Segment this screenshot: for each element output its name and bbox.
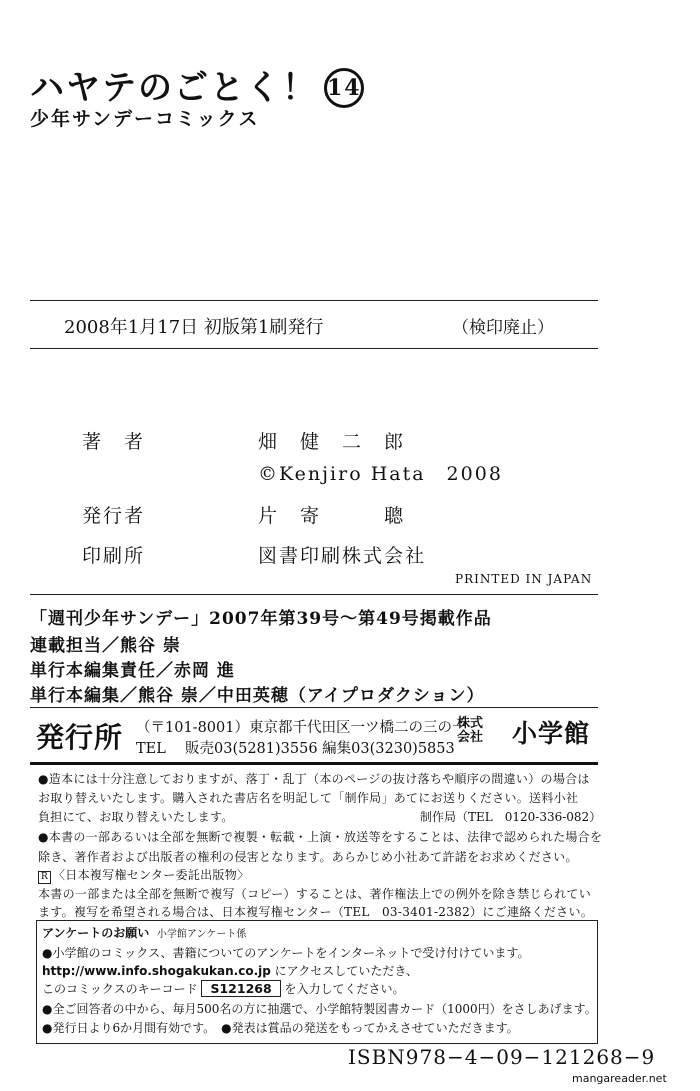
author-name: 畑 健 二 郎 [258,431,406,453]
copyright-center-note: 〈日本複写権センター委託出版物〉 [53,868,250,882]
publisher-label: 発行者 [82,505,146,527]
title-text: ハヤテのごとく！ [30,68,318,108]
address-text: 〒101-8001）東京都千代田区一ツ橋二の三の一 [150,720,467,736]
credit-line: 単行本編集／熊谷 崇／中田英穂（アイプロダクション） [30,686,485,706]
notice-line: ます。複写を希望される場合は、日本複写権センター（TEL 03-3401-2382）にご連絡ください。 [38,905,594,919]
notice-line: 本書の一部または全部を無断で複写（コピー）することは、著作権法上での例外を除き禁じられてい [38,887,592,901]
corporation-mark [452,717,488,745]
divider-notices [30,762,598,765]
no-stamp-note: （検印廃止） [452,318,554,338]
printer-name: 図書印刷株式会社 [258,545,427,567]
corp-bottom: 会社 [456,730,483,745]
publisher-address [136,716,466,737]
imprint-label: 少年サンデーコミックス [30,108,260,130]
notice-line: お取り替えいたします。購入された書店名を明記して「制作局」あてにお送りください。送料小社 [38,791,579,805]
code-prefix: このコミックスのキーコード [42,982,198,996]
address-paren: （ [136,720,151,736]
credit-line: 「週刊少年サンデー」2007年第39号〜第49号掲載作品 [30,609,492,629]
notice-line: 除き、著作者および出版者の権利の侵害となります。あらかじめ小社あて許諾をお求めください。 [38,850,578,864]
company-name: 小学館 [512,719,591,748]
survey-heading: アンケートのお願い [42,926,150,940]
book-title [30,60,364,109]
credit-line: 連載担当／熊谷 崇 [30,636,181,656]
code-suffix: を入力してください。 [284,982,405,996]
publication-date: 2008年1月17日 初版第1刷発行 [64,317,324,338]
survey-line: ●全ご回答者の中から、毎月500名の方に抽選で、小学館特製図書カード（1000円）をさしあげます。 [42,1002,597,1016]
publisher-tel: TEL 販売03(5281)3556 編集03(3230)5853 [136,741,455,757]
copyright: ©Kenjiro Hata 2008 [258,463,503,485]
notice-line [38,866,249,884]
notice-line: ●造本には十分注意しておりますが、落丁・乱丁（本のページの抜け落ちや順序の間違い）の場合は [38,772,590,786]
printed-in-japan: PRINTED IN JAPAN [455,572,593,586]
divider-date [30,348,598,349]
survey-url-suffix: にアクセスしていただき、 [274,964,418,978]
divider-top [30,300,598,301]
watermark: mangareader.net [572,1072,667,1085]
publisher-name: 片 寄 聰 [258,505,406,527]
divider-credits [30,594,598,595]
production-dept-tel: 制作局（TEL 0120-336-082） [420,810,602,824]
registered-mark-icon: R [38,871,51,884]
key-code: S121268 [201,980,280,997]
notice-line: ●本書の一部あるいは全部を無断で複製・転載・上演・放送等をすることは、法律で認められた場合を [38,830,603,844]
publishing-house-heading: 発行所 [36,721,124,754]
volume-number: 14 [324,68,364,108]
survey-dept: 小学館アンケート係 [156,929,247,940]
survey-heading-row [42,924,246,941]
printer-label: 印刷所 [82,545,146,567]
author-label: 著 者 [82,431,146,453]
survey-line: ●小学館のコミックス、書籍についてのアンケートをインターネットで受け付けています。 [42,946,530,960]
credit-line: 単行本編集責任／赤岡 進 [30,661,235,681]
corp-top: 株式 [456,716,483,731]
notice-line: 負担にて、お取り替えいたします。 [38,810,234,824]
isbn: ISBN978−4−09−121268−9 [348,1045,656,1069]
survey-url[interactable]: http://www.info.shogakukan.co.jp [42,964,271,978]
survey-code-line [42,980,405,997]
survey-line: ●発行日より6か月間有効です。 ●発表は賞品の発送をもってかえさせていただきます。 [42,1021,519,1035]
survey-url-line [42,962,418,979]
divider-imprint [30,707,598,708]
